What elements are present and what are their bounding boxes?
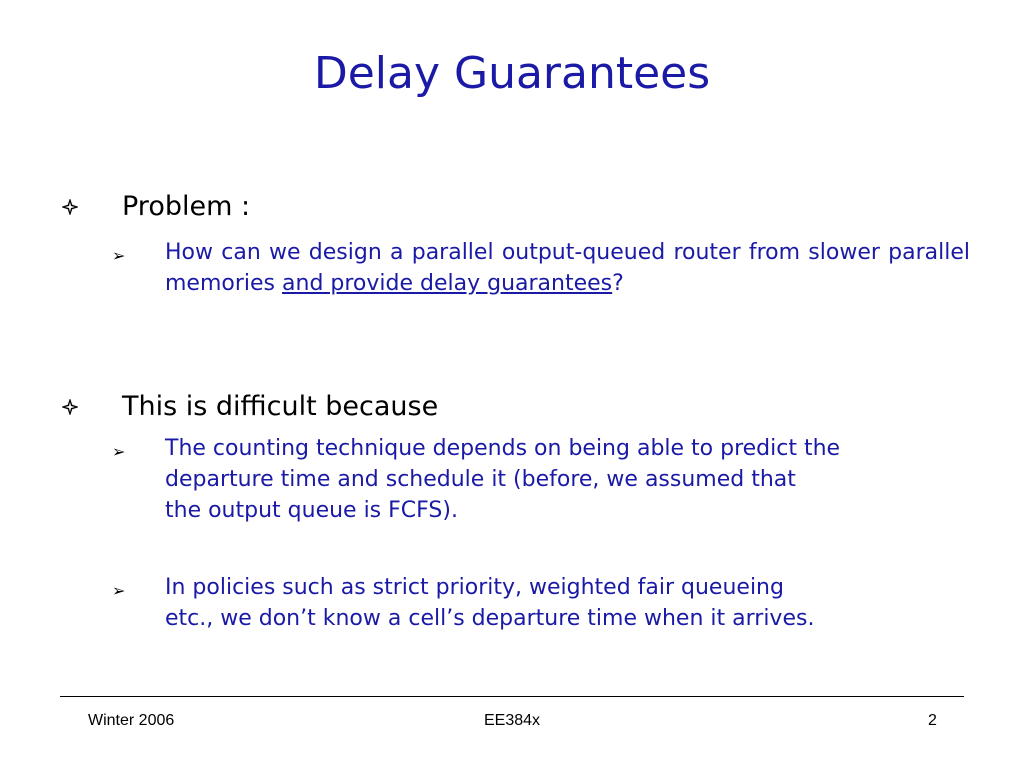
subpoint-line: etc., we don’t know a cell’s departure time when it arrives. <box>165 606 815 631</box>
diamond-four-petal-icon <box>62 399 78 415</box>
subpoint-line: the output queue is FCFS). <box>165 498 458 523</box>
subpoint-problem-1 <box>112 237 970 301</box>
subpoint-difficult-2 <box>112 572 970 634</box>
subpoint-text-underlined: and provide delay guarantees <box>282 271 613 296</box>
footer-divider <box>60 696 964 697</box>
subpoint-line: In policies such as strict priority, weighted fair queueing <box>165 575 784 600</box>
arrowhead-icon: ➢ <box>112 442 126 461</box>
subpoint-text <box>165 237 970 299</box>
slide-title: Delay Guarantees <box>313 48 711 99</box>
diamond-four-petal-icon <box>62 199 78 215</box>
arrowhead-icon: ➢ <box>112 581 126 600</box>
subpoint-text-plain: How can we design a parallel output-queued router from slower parallel memories <box>165 240 970 296</box>
subpoint-line: The counting technique depends on being able to predict the <box>165 436 841 461</box>
footer-page-number: 2 <box>928 712 937 729</box>
bullet-heading: Problem : <box>122 191 251 222</box>
subpoint-text <box>165 572 970 634</box>
footer-left: Winter 2006 <box>88 712 175 729</box>
subpoint-text <box>165 433 970 526</box>
subpoint-line: departure time and schedule it (before, we assumed that <box>165 467 796 492</box>
bullet-heading: This is difficult because <box>122 391 439 422</box>
subpoint-text-end: ? <box>612 271 624 296</box>
subpoint-difficult-1 <box>112 433 970 526</box>
arrowhead-icon: ➢ <box>112 246 126 265</box>
footer-center: EE384x <box>483 712 541 729</box>
